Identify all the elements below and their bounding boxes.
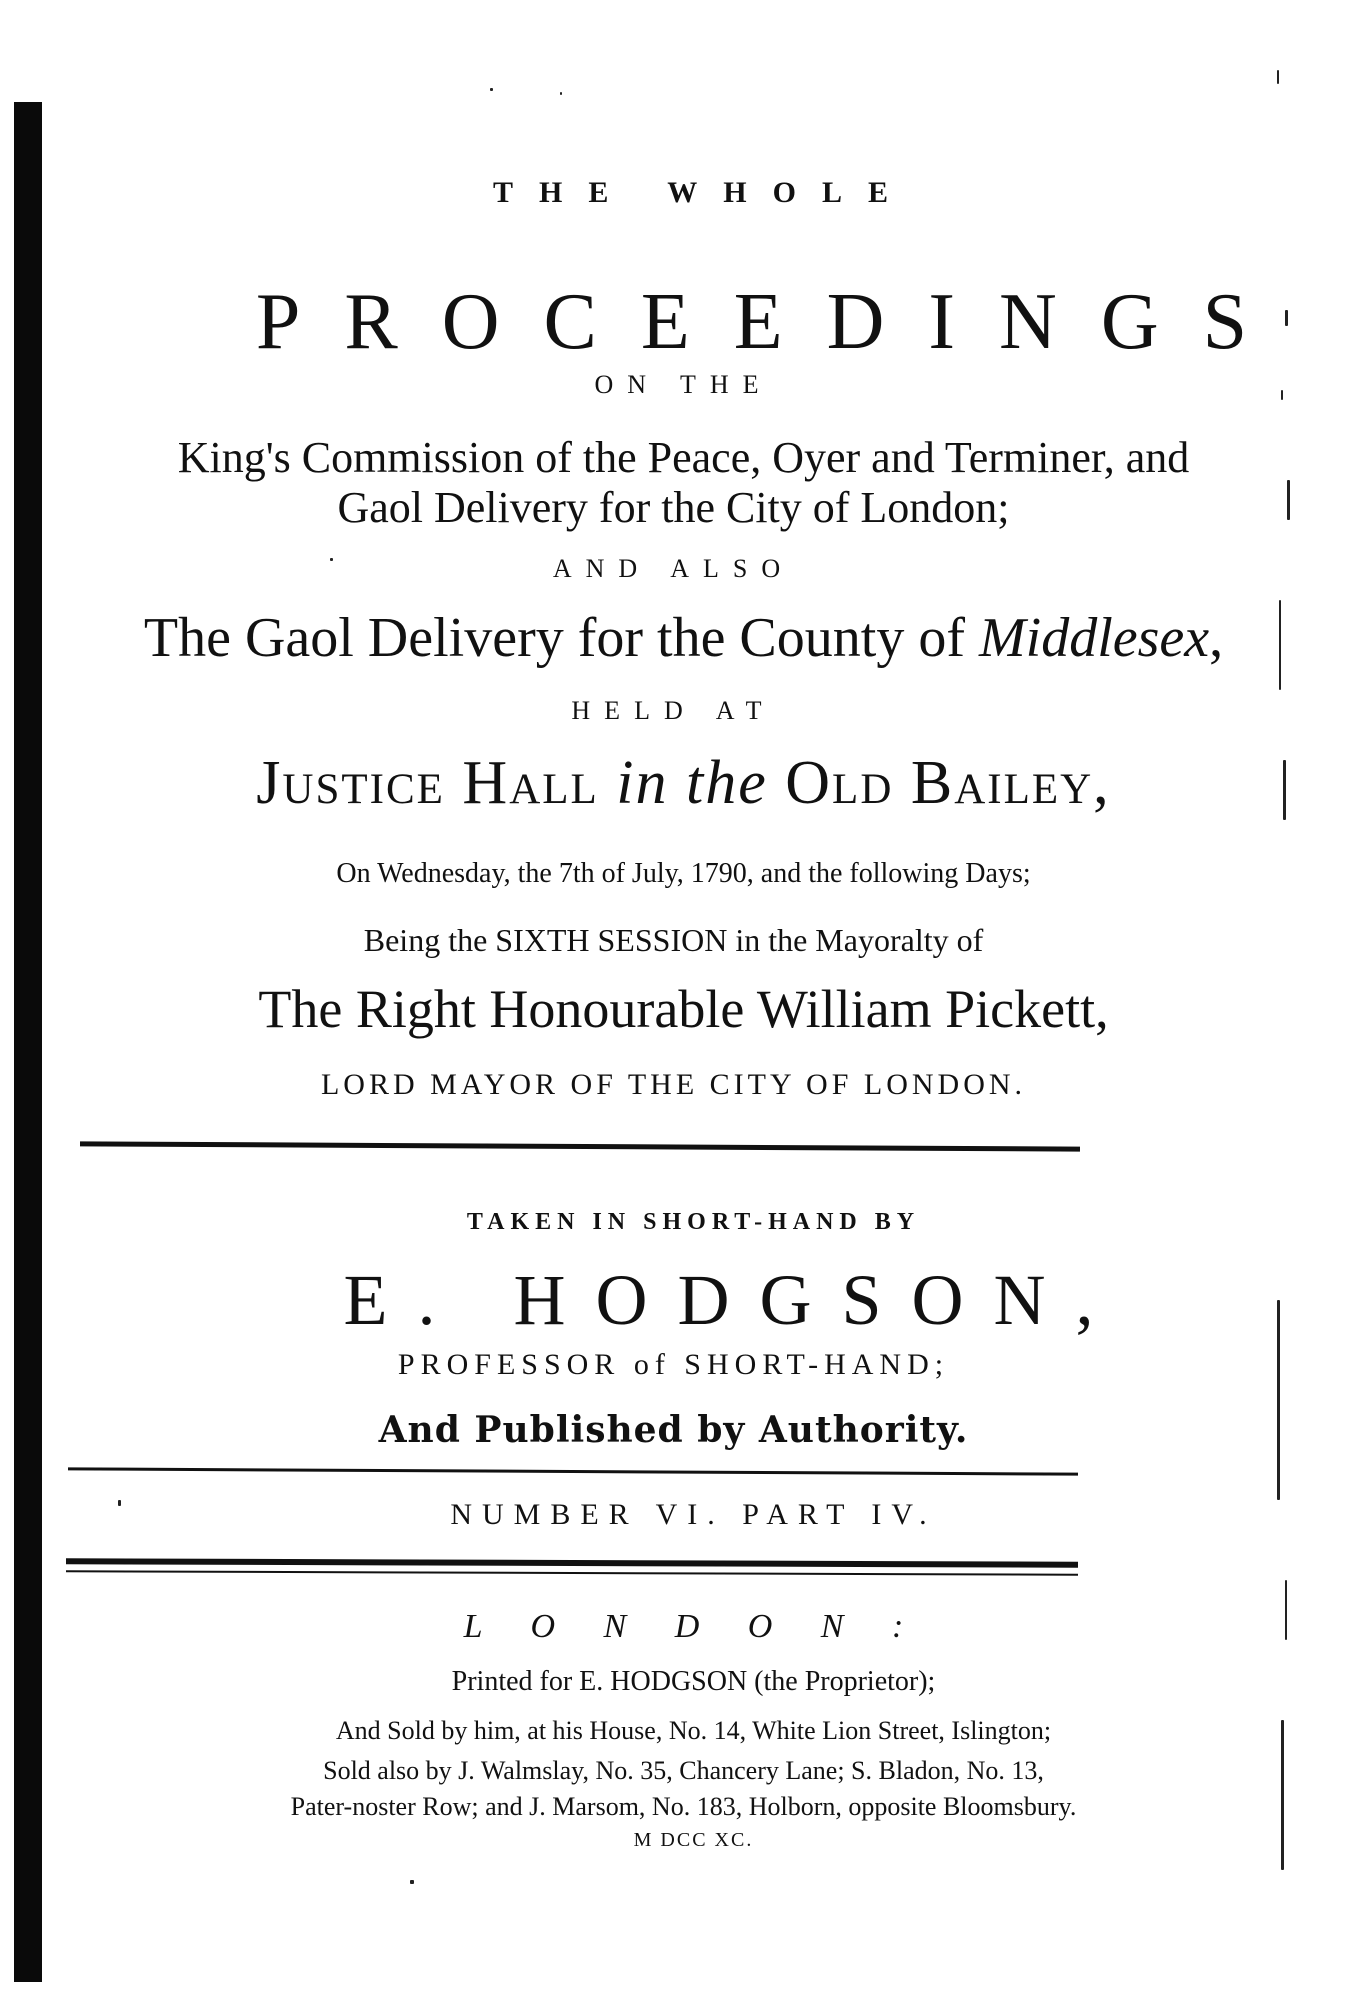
taken-by (0, 1210, 1347, 1234)
number-part (0, 1500, 1347, 1530)
held-at-text: HELD AT (571, 696, 776, 725)
mayor-name-text: The Right Honourable William Pickett, (258, 979, 1109, 1039)
number-part-text: NUMBER VI. PART IV. (450, 1498, 937, 1531)
divider-rule-2 (68, 1467, 1078, 1475)
year-line (0, 1830, 1347, 1850)
county-name: Middlesex (978, 607, 1210, 669)
printed-for-text: Printed for E. HODGSON (the Proprietor); (451, 1666, 936, 1697)
authority-line-text: And Published by Authority. (378, 1409, 969, 1451)
also-line-text: Sold also by J. Walmslay, No. 35, Chancery Lane; S. Bladon, No. 13, (323, 1756, 1044, 1785)
professor-line-text: PROFESSOR of SHORT-HAND; (397, 1348, 950, 1381)
mayor-name (0, 979, 1347, 1039)
hall-name-a: Justice Hall (256, 749, 617, 817)
commission-line-2-text: Gaol Delivery for the City of London; (337, 483, 1010, 532)
mayor-title-text: LORD MAYOR OF THE CITY OF LONDON. (320, 1068, 1027, 1101)
sold-line (0, 1718, 1347, 1744)
ink-speck (118, 1500, 121, 1506)
pater-line-text: Pater-noster Row; and J. Marsom, No. 183, Holborn, opposite Bloomsbury. (290, 1792, 1077, 1821)
held-at (0, 698, 1347, 724)
taken-by-text: TAKEN IN SHORT-HAND BY (466, 1209, 921, 1235)
professor-line (0, 1350, 1347, 1380)
commission-line-1 (0, 433, 1347, 482)
ink-speck (490, 88, 493, 91)
printed-for-line (0, 1668, 1347, 1696)
session-line (0, 924, 1347, 956)
also-line (0, 1758, 1347, 1784)
divider-rule-1 (80, 1141, 1080, 1151)
commission-line-2 (0, 483, 1347, 532)
hall-line (0, 749, 1347, 817)
divider-rule-3b (66, 1570, 1078, 1576)
hall-name-c: Old Bailey, (767, 749, 1111, 817)
header-line (0, 178, 1347, 208)
main-title-text: PROCEEDINGS (255, 278, 1292, 366)
date-line (0, 860, 1347, 888)
header-line-text: THE WHOLE (492, 176, 914, 209)
commission-line-1-text: King's Commission of the Peace, Oyer and Terminer, and (177, 433, 1190, 482)
county-comma: , (1209, 607, 1224, 669)
divider-rule-3a (66, 1558, 1078, 1568)
and-also (0, 556, 1347, 582)
county-line (0, 607, 1347, 669)
author-name-text: E. HODGSON, (343, 1260, 1124, 1340)
sold-line-text: And Sold by him, at his House, No. 14, White Lion Street, Islington; (335, 1716, 1052, 1745)
london-line-text: L O N D O N : (463, 1608, 924, 1645)
year-line-text: M DCC XC. (633, 1829, 754, 1851)
hall-name-b: in the (616, 749, 768, 817)
date-line-text: On Wednesday, the 7th of July, 1790, and the following Days; (336, 858, 1031, 889)
and-also-text: AND ALSO (552, 554, 795, 583)
on-the (0, 372, 1347, 398)
mayor-title (0, 1070, 1347, 1100)
ink-speck (330, 558, 333, 561)
pater-line (0, 1794, 1347, 1820)
ink-speck (410, 1880, 414, 1884)
county-line-text: The Gaol Delivery for the County of (143, 607, 979, 669)
authority-line (0, 1409, 1347, 1451)
main-title (0, 278, 1347, 366)
on-the-text: ON THE (594, 370, 773, 399)
london-line (0, 1610, 1347, 1644)
session-line-text: Being the SIXTH SESSION in the Mayoralty of (363, 922, 984, 958)
ink-speck (560, 92, 562, 95)
author-name (0, 1260, 1347, 1340)
